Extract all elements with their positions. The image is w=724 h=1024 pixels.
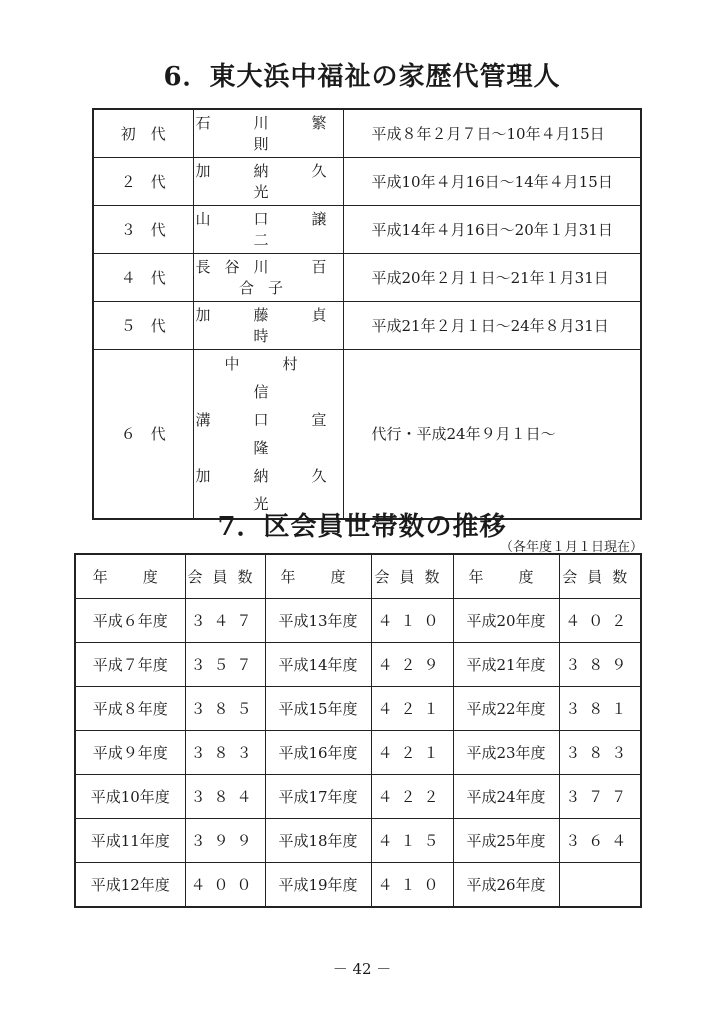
generation-cell: ４ 代 (93, 253, 193, 301)
caretaker-name-cell: 石 川 繁 則 (193, 109, 343, 157)
member-count-cell: ３８１ (559, 687, 641, 731)
table-row (75, 599, 641, 643)
caretaker-name-cell: 加 藤 貞 時 (193, 301, 343, 349)
fiscal-year-cell: 平成24年度 (453, 775, 559, 819)
term-period-cell: 平成８年２月７日～10年４月15日 (343, 109, 641, 157)
table-row (75, 643, 641, 687)
caretaker-row (93, 301, 641, 349)
term-period-cell: 平成21年２月１日～24年８月31日 (343, 301, 641, 349)
year-header: 年 度 (453, 554, 559, 599)
generation-cell: ３ 代 (93, 205, 193, 253)
fiscal-year-cell: 平成12年度 (75, 863, 185, 908)
year-header: 年 度 (75, 554, 185, 599)
fiscal-year-cell: 平成10年度 (75, 775, 185, 819)
header-row (75, 554, 641, 599)
generation-cell: 初 代 (93, 109, 193, 157)
fiscal-year-cell: 平成８年度 (75, 687, 185, 731)
caretakers-table (92, 108, 642, 520)
caretaker-name: 溝 口 宣 隆 (195, 410, 370, 457)
fiscal-year-cell: 平成７年度 (75, 643, 185, 687)
member-count-cell: ４１０ (371, 599, 453, 643)
member-count-cell: ３９９ (185, 819, 265, 863)
count-header: 会員数 (185, 554, 265, 599)
caretaker-name: 中 村 信 (224, 354, 399, 401)
fiscal-year-cell: 平成６年度 (75, 599, 185, 643)
member-count-cell: ４０２ (559, 599, 641, 643)
count-header: 会員数 (371, 554, 453, 599)
caretaker-name-cell: 山 口 譲 二 (193, 205, 343, 253)
caretaker-name-cell: 加 納 久 光 (193, 157, 343, 205)
fiscal-year-cell: 平成21年度 (453, 643, 559, 687)
table-row (75, 687, 641, 731)
member-count-cell: ４２１ (371, 731, 453, 775)
fiscal-year-cell: 平成９年度 (75, 731, 185, 775)
fiscal-year-cell: 平成14年度 (265, 643, 371, 687)
member-count-cell: ３６４ (559, 819, 641, 863)
caretaker-row (93, 109, 641, 157)
caretaker-row (93, 349, 641, 519)
table-row (75, 819, 641, 863)
member-count-cell: ３７７ (559, 775, 641, 819)
caretaker-name-cell: 長谷川 百合子 (193, 253, 343, 301)
fiscal-year-cell: 平成23年度 (453, 731, 559, 775)
caretaker-row (93, 253, 641, 301)
caretaker-names-cell (193, 349, 399, 519)
member-count-cell: ４２２ (371, 775, 453, 819)
term-period-cell: 代行・平成24年９月１日～ (343, 349, 641, 519)
member-count-cell: ３５７ (185, 643, 265, 687)
caretaker-name: 加 納 久 光 (195, 466, 370, 513)
section7-title: 7．区会員世帯数の推移 (217, 512, 507, 542)
term-period-cell: 平成14年４月16日～20年１月31日 (343, 205, 641, 253)
member-count-cell: ３４７ (185, 599, 265, 643)
member-count-cell: ４１５ (371, 819, 453, 863)
member-count-cell: ４２１ (371, 687, 453, 731)
page-number: － 42 － (332, 960, 392, 978)
membership-table (74, 553, 642, 908)
caretaker-row (93, 157, 641, 205)
fiscal-year-cell: 平成11年度 (75, 819, 185, 863)
year-header: 年 度 (265, 554, 371, 599)
term-period-cell: 平成10年４月16日～14年４月15日 (343, 157, 641, 205)
fiscal-year-cell: 平成18年度 (265, 819, 371, 863)
fiscal-year-cell: 平成16年度 (265, 731, 371, 775)
table-row (75, 863, 641, 908)
member-count-cell: ４００ (185, 863, 265, 908)
generation-cell: ２ 代 (93, 157, 193, 205)
fiscal-year-cell: 平成25年度 (453, 819, 559, 863)
member-count-cell: ４２９ (371, 643, 453, 687)
fiscal-year-cell: 平成17年度 (265, 775, 371, 819)
member-count-cell (559, 863, 641, 908)
fiscal-year-cell: 平成13年度 (265, 599, 371, 643)
member-count-cell: ３８３ (185, 731, 265, 775)
table-row (75, 775, 641, 819)
count-header: 会員数 (559, 554, 641, 599)
fiscal-year-cell: 平成15年度 (265, 687, 371, 731)
section6-title: 6．東大浜中福祉の家歴代管理人 (163, 62, 561, 92)
member-count-cell: ３８３ (559, 731, 641, 775)
fiscal-year-cell: 平成22年度 (453, 687, 559, 731)
member-count-cell: ３８９ (559, 643, 641, 687)
member-count-cell: ３８４ (185, 775, 265, 819)
term-period-cell: 平成20年２月１日～21年１月31日 (343, 253, 641, 301)
as-of-note: （各年度１月１日現在） (500, 540, 644, 555)
generation-cell: ５ 代 (93, 301, 193, 349)
fiscal-year-cell: 平成26年度 (453, 863, 559, 908)
table-row (75, 731, 641, 775)
fiscal-year-cell: 平成20年度 (453, 599, 559, 643)
caretaker-row (93, 205, 641, 253)
generation-cell: ６ 代 (93, 349, 193, 519)
fiscal-year-cell: 平成19年度 (265, 863, 371, 908)
member-count-cell: ３８５ (185, 687, 265, 731)
member-count-cell: ４１０ (371, 863, 453, 908)
